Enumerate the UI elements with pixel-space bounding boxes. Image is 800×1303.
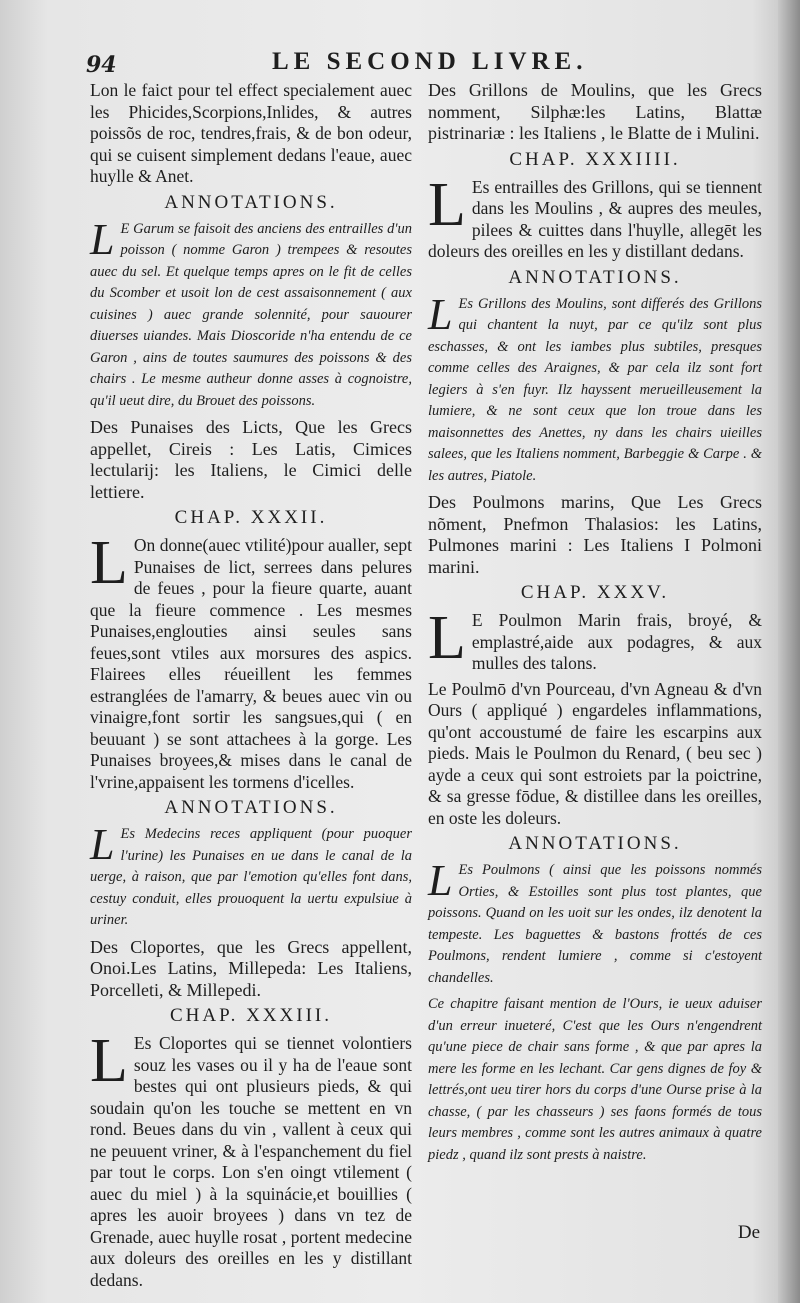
annotation-paragraph-continued: Ce chapitre faisant mention de l'Ours, ie ueux aduiser d'un erreur inueteré, C'est que les Ours n'engendrent qu'une piece de chair sans forme , & que par apres la mere les forme en les lechant. Car gens dignes de foy & lettrés,ont ueu tirer hors du corps d'une Ourse prise à la chasse, ( par les chasseurs ) ses faons formés de tous leurs membres , comme sont les autres animaux à quatre piedz , quand ilz sont prests à naistre.: [428, 996, 762, 1163]
annotation-text: Es Poulmons ( ainsi que les poissons nommés Orties, & Estoilles sont plus tost plantes, que poissons. Quand on les uoit sur les ondes, ilz denotent la tempeste. Les baguettes & bastons frottés de ces Poulmons, rendent lumiere , comme si c'estoyent chandelles.: [428, 862, 762, 986]
annotations-heading: ANNOTATIONS.: [164, 797, 338, 818]
chapter-text: On donne(auec vtilité)pour aualler, sept Punaises de lict, serrees dans pelures de feues , pour la fieure quarte, auant que la fieure commence . Les mesmes Punaises,englouties ainsi seules sans feues,sont vtiles aux morsures des aspics. Flairees elles réueillent les femmes estranglées de l'amarry, & beues auec vin ou vinaigre,font sortir les sangsues,qui ( en beuuant ) se sont attachees à la gorge. Les Punaises broyees,& mises dans le canal de l'vrine,appaisent les tormens d'icelles.: [90, 535, 412, 792]
running-title: LE SECOND LIVRE.: [272, 48, 588, 75]
chapter-paragraph: [90, 529, 412, 793]
page-number: 94: [86, 52, 117, 78]
page-gutter-shadow: [778, 0, 800, 1303]
chapter-text: E Poulmon Marin frais, broyé, & emplastré,aide aux podagres, & aux mulles des talons.: [471, 610, 762, 673]
catchword: De: [737, 1222, 760, 1243]
chapter-paragraph: [90, 1027, 412, 1291]
drop-cap: L: [90, 820, 115, 869]
annotation-paragraph: [90, 820, 412, 932]
section-title: Des Poulmons marins, Que Les Grecs nõment, Pnefmon Thalasios: les Latins, Pulmones marini : Les Italiens I Polmoni marini.: [428, 492, 762, 577]
drop-cap: L: [90, 1027, 128, 1095]
annotations-heading: ANNOTATIONS.: [508, 833, 682, 854]
chapter-paragraph-continued: Le Poulmō d'vn Pourceau, d'vn Agneau & d'vn Ours ( appliqué ) engardeles inflammations, qu'ont accoustumé de faire les escarpins aux pieds. Mais le Poulmon du Renard, ( beu sec ) ayde a ceux qui sont estroiets par la poictrine, & sa gresse fōdue, & distillee dans les oreilles, en oste les doleurs.: [428, 678, 762, 828]
section-title: Des Grillons de Moulins, que les Grecs nomment, Silphæ:les Latins, Blattæ pistrinariæ : les Italiens , le Blatte de i Mulini.: [428, 80, 762, 143]
drop-cap: L: [90, 214, 115, 264]
drop-cap: L: [90, 529, 128, 597]
drop-cap: L: [428, 289, 453, 339]
chapter-heading: CHAP. XXXIIII.: [509, 148, 681, 170]
annotation-paragraph: [428, 289, 762, 488]
drop-cap: L: [428, 170, 466, 239]
annotation-text: Es Grillons des Moulins, sont differés des Grillons qui chantent la nuyt, par ce qu'ilz sont plus eschasses, & ont les iambes plus subtiles, presques comme celles des Araignes, & par cela ilz sont fort legiers à s'en fuyr. Ilz hayssent merueilleusement la lumiere, & ne sont ceux que lon troue dans les maisonnettes des Anettes, ny dans les chairs uieilles salees, que les Italiens nomment, Barbeggie & Carpe . & les autres, Piatole.: [428, 295, 762, 484]
chapter-paragraph: [428, 604, 762, 675]
annotation-paragraph: [428, 856, 762, 989]
section-title: Des Punaises des Licts, Que les Grecs appellet, Cireis : Les Latis, Cimices lectularij: les Italiens, le Cimici delle lettiere.: [90, 417, 412, 502]
chapter-text: Es Cloportes qui se tiennet volontiers souz les vases ou il y ha de l'eaue sont bestes qui ont plusieurs pieds, & qui soudain qu'on les touche se mettent en vn rond. Beues dans du vin , vallent à ceux qui ne peuuent vriner, & à l'espanchement du fiel par tout le corps. Lon s'en oingt vtilement ( auec du miel ) à la squinácie,et bouillies ( apres les auoir broyees ) dans vn tez de Grenade, auec huylle rosat , portent medecine aux doleurs des oreilles en les y distillant dedans.: [90, 1033, 412, 1290]
chapter-text: Es entrailles des Grillons, qui se tiennent dans les Moulins , & aupres des meules, pilees & cuittes dans l'huylle, allegēt les doleurs des oreilles en les y distillant dedans.: [428, 176, 762, 261]
chapter-paragraph: [428, 170, 762, 263]
section-title: Des Cloportes, que les Grecs appellent, Onoi.Les Latins, Millepeda: Les Italiens, Porcelleti, & Millepedi.: [90, 936, 412, 1000]
annotation-paragraph: [90, 214, 412, 413]
annotation-text: Es Medecins reces appliquent (pour puoquer l'urine) les Punaises en ue dans le canal de la uerge, à raison, que par l'emotion qu'elles font dans, cestuy conduit, elles prouoquent la uertu expulsiue à uriner.: [90, 826, 412, 928]
chapter-heading: CHAP. XXXII.: [174, 507, 328, 528]
right-column: [428, 80, 762, 1171]
chapter-heading: CHAP. XXXV.: [520, 582, 670, 603]
left-column: [90, 80, 412, 1295]
drop-cap: L: [428, 604, 466, 672]
chapter-heading: CHAP. XXXIII.: [170, 1005, 332, 1026]
annotations-heading: ANNOTATIONS.: [508, 266, 682, 288]
annotations-heading: ANNOTATIONS.: [164, 191, 338, 213]
annotation-text: E Garum se faisoit des anciens des entrailles d'un poisson ( nomme Garon ) trempees & resoutes auec du sel. Et quelque temps apres on le fit de celles du Scomber et usoit lon de cest assaisonnement ( aux cuisines ) auec grande solennité, pour sauourer diuerses uiandes. Mais Dioscoride n'ha entendu de ce Garon , ains de toutes saumures des poissons & des chairs . Le mesme autheur donne asses à cognoistre, qu'il ueut dire, du Brouet des poissons.: [90, 220, 412, 409]
drop-cap: L: [428, 856, 453, 905]
intro-paragraph: Lon le faict pour tel effect specialement auec les Phicides,Scorpions,Inlides, & autres poissõs de roc, tendres,frais, & de bon odeur, qui se cuisent simplement dedans l'eaue, auec huylle & Anet.: [90, 80, 412, 186]
